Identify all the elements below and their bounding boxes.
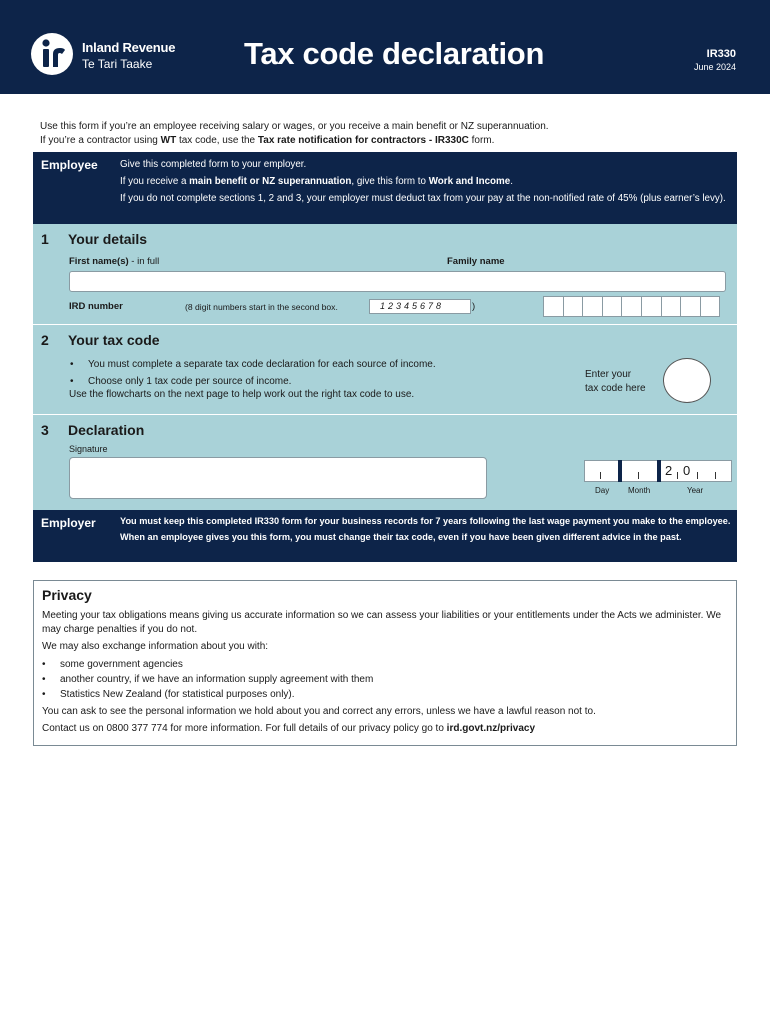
year-label: Year: [687, 486, 704, 495]
page-header: [0, 0, 770, 94]
date-separator: [657, 460, 661, 482]
employer-instruction-1: You must keep this completed IR330 form for your business records for 7 years following the last wage payment you make to the employee.: [120, 516, 731, 526]
employee-label: Employee: [41, 158, 98, 172]
intro-ir330c-ref: Tax rate notification for contractors - IR330C: [257, 135, 469, 146]
signature-input[interactable]: [69, 457, 487, 499]
intro-wt-code: WT: [160, 135, 177, 146]
ird-number-label: IRD number: [69, 301, 123, 312]
ird-digit-box[interactable]: [621, 296, 642, 317]
employer-label: Employer: [41, 516, 96, 530]
privacy-list-item: • another country, if we have an information supply agreement with them: [42, 672, 728, 687]
date-separator: [618, 460, 622, 482]
ird-hint: (8 digit numbers start in the second box.: [185, 302, 338, 312]
employee-instruction-2-pre: If you receive a: [120, 176, 190, 187]
ird-example-digits: 12345678: [369, 299, 471, 314]
inland-revenue-logo-icon: [30, 32, 74, 76]
logo-maori-name: Te Tari Taake: [82, 57, 153, 71]
name-input[interactable]: [69, 271, 726, 292]
ird-digit-box[interactable]: [582, 296, 603, 317]
employee-instruction-2-mid: , give this form to: [351, 176, 429, 187]
flowchart-note: Use the flowcharts on the next page to help work out the right tax code to use.: [69, 389, 415, 400]
enter-tax-code-line-2: tax code here: [585, 383, 646, 394]
section-1-number: 1: [41, 231, 49, 247]
employee-instructions-text: [120, 158, 728, 209]
privacy-paragraph-2: We may also exchange information about you with:: [42, 641, 269, 652]
intro-line-1: Use this form if you’re an employee receiving salary or wages, or you receive a main benefit or NZ superannuation.: [40, 121, 549, 132]
date-tick: [715, 472, 716, 479]
first-name-label-bold: First name(s): [69, 256, 129, 267]
privacy-policy-link[interactable]: ird.govt.nz/privacy: [446, 723, 536, 734]
date-tick: [638, 472, 639, 479]
employee-instruction-2: [120, 175, 728, 189]
section-your-details: [33, 224, 737, 324]
section-1-title: Your details: [68, 231, 148, 247]
ird-digit-box[interactable]: [661, 296, 682, 317]
year-digit: 2: [665, 463, 673, 478]
section-declaration: [33, 414, 737, 510]
ird-digit-box[interactable]: [700, 296, 721, 317]
intro-line-2-mid: tax code, use the: [176, 135, 258, 146]
day-label: Day: [595, 486, 610, 495]
intro-text: [40, 120, 549, 148]
first-name-label-suffix: - in full: [128, 256, 160, 267]
section-2-title: Your tax code: [68, 332, 160, 348]
ird-number-input[interactable]: [543, 296, 719, 317]
signature-label: Signature: [69, 444, 108, 454]
employee-instruction-3: If you do not complete sections 1, 2 and 3, your employer must deduct tax from your pay at the non-notified rate of 45% (plus earner’s levy).: [120, 193, 726, 204]
ird-digit-box[interactable]: [543, 296, 564, 317]
enter-tax-code-label: [585, 368, 646, 396]
privacy-section: [33, 580, 737, 746]
ird-digit-box[interactable]: [602, 296, 623, 317]
date-tick: [697, 472, 698, 479]
privacy-title: Privacy: [42, 587, 92, 603]
tax-code-bullet-2: • Choose only 1 tax code per source of income.: [68, 373, 436, 390]
tax-code-input[interactable]: [663, 358, 711, 403]
ird-hint-close: ): [472, 301, 476, 312]
family-name-label: Family name: [447, 256, 505, 267]
employee-work-and-income: Work and Income: [428, 176, 511, 187]
first-name-label: [69, 256, 159, 267]
privacy-list-item: • some government agencies: [42, 657, 728, 672]
form-identifier: [694, 48, 736, 72]
month-label: Month: [628, 486, 651, 495]
employer-instructions-text: [120, 515, 732, 547]
ird-digit-box[interactable]: [563, 296, 584, 317]
employee-instructions: [33, 152, 737, 224]
privacy-contact: [42, 722, 728, 736]
privacy-list: [42, 657, 728, 702]
intro-line-2-post: form.: [468, 135, 495, 146]
enter-tax-code-line-1: Enter your: [585, 369, 632, 380]
logo-name: Inland Revenue: [82, 40, 176, 55]
employer-instruction-2: When an employee gives you this form, you must change their tax code, even if you have been given different advice in the past.: [120, 532, 682, 542]
tax-code-instructions: [68, 356, 436, 390]
privacy-list-item: • Statistics New Zealand (for statistical purposes only).: [42, 687, 728, 702]
section-3-title: Declaration: [68, 422, 145, 438]
section-3-number: 3: [41, 422, 49, 438]
privacy-contact-text: Contact us on 0800 377 774 for more information. For full details of our privacy policy go to: [42, 723, 447, 734]
form-code: IR330: [706, 48, 736, 60]
logo-wordmark: [82, 40, 175, 72]
intro-line-2-pre: If you’re a contractor using: [40, 135, 161, 146]
date-input[interactable]: [584, 460, 732, 482]
ird-digit-box[interactable]: [641, 296, 662, 317]
employee-main-benefit: main benefit or NZ superannuation: [189, 176, 352, 187]
form-date: June 2024: [693, 62, 736, 72]
ird-digit-box[interactable]: [680, 296, 701, 317]
intro-line-2: [40, 134, 549, 148]
employee-instruction-1: Give this completed form to your employer.: [120, 159, 307, 170]
section-your-tax-code: [33, 324, 737, 414]
employee-instruction-2-post: .: [510, 176, 513, 187]
page-title: Tax code declaration: [244, 36, 545, 71]
date-tick: [600, 472, 601, 479]
year-digit: 0: [683, 463, 691, 478]
privacy-paragraph-1: Meeting your tax obligations means giving us accurate information so we can assess your liabilities or your entitlements under the Acts we administer. We may charge penalties if you do not.: [42, 610, 722, 635]
employer-instructions: [33, 510, 737, 562]
date-tick: [677, 472, 678, 479]
section-2-number: 2: [41, 332, 49, 348]
tax-code-bullet-1: • You must complete a separate tax code declaration for each source of income.: [68, 356, 436, 373]
privacy-paragraph-3: You can ask to see the personal information we hold about you and correct any errors, unless we have a lawful reason not to.: [42, 706, 596, 717]
